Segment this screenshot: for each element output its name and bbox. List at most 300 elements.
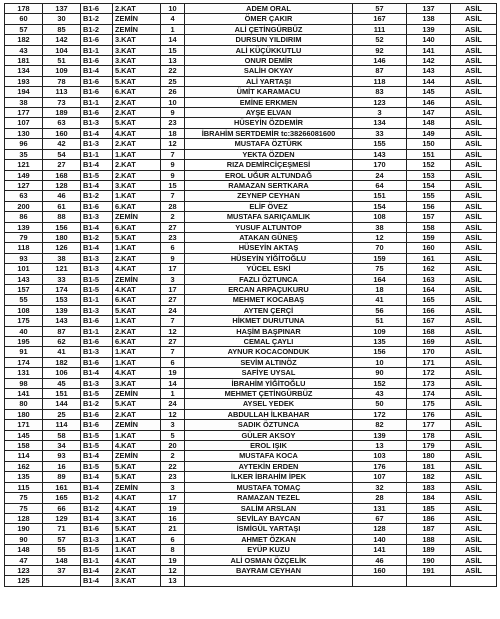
cell-sequence-no: 134 (5, 66, 43, 76)
table-row (5, 430, 497, 440)
cell-apartment-no: 16 (161, 513, 185, 523)
cell-row-no: 177 (407, 420, 451, 430)
cell-row-no: 166 (407, 305, 451, 315)
table-row (5, 545, 497, 555)
cell-row-no: 187 (407, 524, 451, 534)
cell-lot-no: 50 (353, 399, 407, 409)
cell-floor: ZEMİN (113, 420, 161, 430)
cell-owner-name: RAMAZAN SERTKARA (185, 180, 353, 190)
cell-status: ASİL (451, 451, 497, 461)
cell-status: ASİL (451, 264, 497, 274)
cell-lot-no: 64 (353, 180, 407, 190)
cell-status: ASİL (451, 35, 497, 45)
cell-sequence-no: 131 (5, 368, 43, 378)
table-row (5, 513, 497, 523)
cell-apartment-no: 1 (161, 24, 185, 34)
cell-floor: ZEMİN (113, 389, 161, 399)
cell-apartment-no: 6 (161, 534, 185, 544)
cell-owner-name: YUSUF ALTUNTOP (185, 222, 353, 232)
cell-floor: 5.KAT (113, 472, 161, 482)
table-row (5, 97, 497, 107)
cell-row-no: 167 (407, 316, 451, 326)
cell-row-no: 161 (407, 253, 451, 263)
cell-unit-code: 41 (43, 347, 81, 357)
cell-floor: 4.KAT (113, 284, 161, 294)
cell-apartment-no: 12 (161, 326, 185, 336)
roster-table (4, 3, 497, 587)
cell-sequence-no: 57 (5, 24, 43, 34)
cell-owner-name: MUSTAFA KOCA (185, 451, 353, 461)
cell-owner-name: ALİ YARTAŞI (185, 76, 353, 86)
cell-owner-name: ÜMİT KARAMACU (185, 87, 353, 97)
cell-unit-code (43, 576, 81, 586)
cell-status: ASİL (451, 461, 497, 471)
cell-owner-name: DURSUN YILDIRIM (185, 35, 353, 45)
cell-apartment-no: 27 (161, 222, 185, 232)
cell-sequence-no: 55 (5, 295, 43, 305)
cell-owner-name: ZEYNEP CEYHAN (185, 191, 353, 201)
table-row (5, 128, 497, 138)
cell-block: B1-5 (81, 284, 113, 294)
cell-block: B1-5 (81, 430, 113, 440)
table-row (5, 118, 497, 128)
cell-unit-code: 143 (43, 316, 81, 326)
table-row (5, 389, 497, 399)
cell-unit-code: 153 (43, 295, 81, 305)
cell-row-no: 172 (407, 368, 451, 378)
table-row (5, 14, 497, 24)
cell-owner-name: ALİ OSMAN ÖZÇELİK (185, 555, 353, 565)
cell-owner-name: AYŞE ELVAN (185, 108, 353, 118)
cell-row-no: 139 (407, 24, 451, 34)
cell-row-no: 157 (407, 212, 451, 222)
cell-lot-no: 92 (353, 45, 407, 55)
cell-floor: 5.KAT (113, 118, 161, 128)
cell-lot-no: 170 (353, 160, 407, 170)
cell-row-no (407, 576, 451, 586)
cell-block: B1-3 (81, 253, 113, 263)
cell-owner-name: HÜSEYİN YİĞİTOĞLU (185, 253, 353, 263)
cell-block: B1-2 (81, 503, 113, 513)
cell-owner-name: HİKMET DURUTUNA (185, 316, 353, 326)
cell-lot-no: 154 (353, 201, 407, 211)
cell-lot-no: 13 (353, 441, 407, 451)
cell-status: ASİL (451, 357, 497, 367)
cell-unit-code: 42 (43, 139, 81, 149)
cell-unit-code: 161 (43, 482, 81, 492)
table-row (5, 441, 497, 451)
cell-block: B1-4 (81, 243, 113, 253)
cell-unit-code: 113 (43, 87, 81, 97)
cell-lot-no: 131 (353, 503, 407, 513)
cell-owner-name: ADEM ORAL (185, 4, 353, 14)
cell-sequence-no: 38 (5, 97, 43, 107)
cell-sequence-no: 141 (5, 389, 43, 399)
cell-block: B1-2 (81, 191, 113, 201)
cell-row-no: 152 (407, 160, 451, 170)
cell-owner-name: SALİM ARSLAN (185, 503, 353, 513)
cell-owner-name: EMİNE ERKMEN (185, 97, 353, 107)
cell-apartment-no: 6 (161, 357, 185, 367)
cell-lot-no: 141 (353, 545, 407, 555)
cell-status: ASİL (451, 295, 497, 305)
cell-lot-no: 151 (353, 191, 407, 201)
cell-row-no: 154 (407, 180, 451, 190)
cell-block: B1-1 (81, 97, 113, 107)
cell-row-no: 171 (407, 357, 451, 367)
cell-owner-name: AYTEN ÇERÇİ (185, 305, 353, 315)
cell-block: B1-3 (81, 534, 113, 544)
cell-status: ASİL (451, 160, 497, 170)
cell-sequence-no: 181 (5, 56, 43, 66)
cell-floor: 2.KAT (113, 97, 161, 107)
cell-status: ASİL (451, 326, 497, 336)
cell-row-no: 162 (407, 264, 451, 274)
cell-sequence-no: 80 (5, 399, 43, 409)
cell-unit-code: 38 (43, 253, 81, 263)
cell-row-no: 185 (407, 503, 451, 513)
cell-sequence-no: 121 (5, 160, 43, 170)
cell-unit-code: 54 (43, 149, 81, 159)
cell-block: B1-4 (81, 222, 113, 232)
cell-sequence-no: 40 (5, 326, 43, 336)
cell-block: B1-6 (81, 108, 113, 118)
cell-row-no: 145 (407, 87, 451, 97)
cell-floor: 1.KAT (113, 545, 161, 555)
cell-status: ASİL (451, 389, 497, 399)
cell-apartment-no: 1 (161, 389, 185, 399)
cell-status: ASİL (451, 274, 497, 284)
cell-floor: ZEMİN (113, 212, 161, 222)
cell-row-no: 184 (407, 493, 451, 503)
cell-row-no: 169 (407, 337, 451, 347)
cell-sequence-no: 143 (5, 274, 43, 284)
cell-sequence-no: 178 (5, 4, 43, 14)
cell-owner-name: AYSEL YEDEK (185, 399, 353, 409)
cell-row-no: 182 (407, 472, 451, 482)
cell-apartment-no: 14 (161, 378, 185, 388)
cell-apartment-no: 21 (161, 524, 185, 534)
cell-status: ASİL (451, 118, 497, 128)
cell-status: ASİL (451, 472, 497, 482)
cell-status: ASİL (451, 441, 497, 451)
table-row (5, 420, 497, 430)
cell-floor: 3.KAT (113, 513, 161, 523)
cell-lot-no: 33 (353, 128, 407, 138)
cell-block: B1-5 (81, 461, 113, 471)
cell-unit-code: 137 (43, 4, 81, 14)
cell-floor: 3.KAT (113, 180, 161, 190)
cell-unit-code: 34 (43, 441, 81, 451)
table-row (5, 4, 497, 14)
cell-lot-no: 75 (353, 264, 407, 274)
cell-block: B1-2 (81, 232, 113, 242)
table-row (5, 565, 497, 575)
cell-status: ASİL (451, 305, 497, 315)
cell-row-no: 155 (407, 191, 451, 201)
cell-apartment-no: 25 (161, 76, 185, 86)
cell-sequence-no: 35 (5, 149, 43, 159)
cell-floor: 5.KAT (113, 524, 161, 534)
cell-unit-code: 114 (43, 420, 81, 430)
cell-status: ASİL (451, 45, 497, 55)
cell-block: B1-6 (81, 316, 113, 326)
cell-apartment-no: 23 (161, 232, 185, 242)
cell-apartment-no: 9 (161, 160, 185, 170)
cell-row-no: 181 (407, 461, 451, 471)
cell-unit-code: 144 (43, 399, 81, 409)
cell-status: ASİL (451, 430, 497, 440)
table-row (5, 399, 497, 409)
cell-floor: 4.KAT (113, 264, 161, 274)
cell-floor: ZEMİN (113, 451, 161, 461)
cell-apartment-no: 3 (161, 482, 185, 492)
cell-owner-name: ONUR DEMİR (185, 56, 353, 66)
cell-sequence-no: 60 (5, 14, 43, 24)
cell-apartment-no: 9 (161, 253, 185, 263)
cell-block: B1-3 (81, 118, 113, 128)
cell-floor: 1.KAT (113, 347, 161, 357)
cell-lot-no: 103 (353, 451, 407, 461)
cell-owner-name: BAYRAM CEYHAN (185, 565, 353, 575)
cell-block: B1-5 (81, 545, 113, 555)
cell-lot-no: 82 (353, 420, 407, 430)
cell-unit-code: 128 (43, 180, 81, 190)
cell-unit-code: 189 (43, 108, 81, 118)
cell-unit-code: 78 (43, 76, 81, 86)
cell-floor: 1.KAT (113, 243, 161, 253)
cell-lot-no: 111 (353, 24, 407, 34)
cell-lot-no: 43 (353, 389, 407, 399)
cell-sequence-no: 180 (5, 409, 43, 419)
cell-block: B1-4 (81, 160, 113, 170)
cell-sequence-no: 93 (5, 253, 43, 263)
cell-status: ASİL (451, 482, 497, 492)
cell-sequence-no: 123 (5, 565, 43, 575)
table-row (5, 66, 497, 76)
cell-block: B1-3 (81, 347, 113, 357)
cell-floor: 6.KAT (113, 337, 161, 347)
cell-lot-no: 139 (353, 430, 407, 440)
table-row (5, 201, 497, 211)
cell-block: B1-3 (81, 139, 113, 149)
cell-block: B1-5 (81, 389, 113, 399)
cell-status: ASİL (451, 253, 497, 263)
cell-lot-no: 10 (353, 357, 407, 367)
cell-apartment-no: 19 (161, 555, 185, 565)
cell-floor: 5.KAT (113, 305, 161, 315)
cell-block: B1-4 (81, 565, 113, 575)
cell-unit-code: 151 (43, 389, 81, 399)
cell-lot-no: 134 (353, 118, 407, 128)
cell-sequence-no: 162 (5, 461, 43, 471)
cell-floor: 3.KAT (113, 576, 161, 586)
cell-sequence-no: 107 (5, 118, 43, 128)
cell-lot-no: 67 (353, 513, 407, 523)
cell-block: B1-5 (81, 441, 113, 451)
cell-apartment-no: 2 (161, 451, 185, 461)
cell-status: ASİL (451, 513, 497, 523)
cell-unit-code: 126 (43, 243, 81, 253)
cell-apartment-no: 3 (161, 274, 185, 284)
cell-status: ASİL (451, 66, 497, 76)
cell-apartment-no: 23 (161, 118, 185, 128)
cell-sequence-no: 174 (5, 357, 43, 367)
cell-floor: 3.KAT (113, 45, 161, 55)
cell-floor: 1.KAT (113, 191, 161, 201)
cell-floor: 1.KAT (113, 357, 161, 367)
cell-status: ASİL (451, 232, 497, 242)
cell-row-no: 179 (407, 441, 451, 451)
cell-block: B1-2 (81, 14, 113, 24)
table-row (5, 191, 497, 201)
table-row (5, 534, 497, 544)
cell-apartment-no: 12 (161, 565, 185, 575)
cell-status: ASİL (451, 4, 497, 14)
cell-apartment-no: 17 (161, 493, 185, 503)
table-row (5, 482, 497, 492)
cell-owner-name: YÜCEL ESKİ (185, 264, 353, 274)
cell-block: B1-1 (81, 295, 113, 305)
cell-block: B1-4 (81, 451, 113, 461)
cell-row-no: 163 (407, 274, 451, 284)
cell-status: ASİL (451, 76, 497, 86)
cell-lot-no: 51 (353, 316, 407, 326)
cell-apartment-no: 13 (161, 56, 185, 66)
cell-status: ASİL (451, 128, 497, 138)
cell-owner-name: SEVİM ALTINÖZ (185, 357, 353, 367)
cell-apartment-no: 10 (161, 4, 185, 14)
cell-owner-name: SADIK ÖZTUNCA (185, 420, 353, 430)
cell-sequence-no: 194 (5, 87, 43, 97)
cell-status: ASİL (451, 524, 497, 534)
cell-sequence-no: 182 (5, 35, 43, 45)
cell-unit-code: 148 (43, 555, 81, 565)
cell-status: ASİL (451, 545, 497, 555)
cell-unit-code: 30 (43, 14, 81, 24)
table-row (5, 378, 497, 388)
cell-apartment-no: 17 (161, 284, 185, 294)
cell-owner-name: MUSTAFA SARIÇAMLIK (185, 212, 353, 222)
cell-sequence-no: 63 (5, 191, 43, 201)
cell-sequence-no: 127 (5, 180, 43, 190)
cell-lot-no: 128 (353, 524, 407, 534)
cell-apartment-no: 6 (161, 243, 185, 253)
cell-lot-no: 24 (353, 170, 407, 180)
cell-floor: ZEMİN (113, 14, 161, 24)
cell-owner-name: İBRAHİM SERTDEMİR tc:38266081600 (185, 128, 353, 138)
table-row (5, 409, 497, 419)
cell-lot-no: 12 (353, 232, 407, 242)
cell-sequence-no: 157 (5, 284, 43, 294)
cell-status: ASİL (451, 191, 497, 201)
cell-status: ASİL (451, 24, 497, 34)
cell-owner-name: MEHMET ÇETİNGÜRBÜZ (185, 389, 353, 399)
table-row (5, 305, 497, 315)
cell-block: B1-4 (81, 482, 113, 492)
cell-row-no: 188 (407, 534, 451, 544)
cell-block: B1-6 (81, 87, 113, 97)
cell-status: ASİL (451, 87, 497, 97)
table-row (5, 264, 497, 274)
table-row (5, 243, 497, 253)
cell-sequence-no: 130 (5, 128, 43, 138)
cell-lot-no: 28 (353, 493, 407, 503)
cell-block: B1-3 (81, 305, 113, 315)
cell-floor: 2.KAT (113, 409, 161, 419)
cell-floor: 4.KAT (113, 493, 161, 503)
cell-sequence-no: 108 (5, 305, 43, 315)
cell-row-no: 175 (407, 399, 451, 409)
cell-apartment-no: 27 (161, 337, 185, 347)
cell-apartment-no: 7 (161, 149, 185, 159)
cell-row-no: 153 (407, 170, 451, 180)
cell-row-no: 149 (407, 128, 451, 138)
cell-status: ASİL (451, 347, 497, 357)
cell-unit-code: 57 (43, 534, 81, 544)
cell-row-no: 156 (407, 201, 451, 211)
cell-unit-code: 89 (43, 472, 81, 482)
cell-unit-code: 129 (43, 513, 81, 523)
cell-status: ASİL (451, 368, 497, 378)
cell-row-no: 173 (407, 378, 451, 388)
cell-sequence-no: 90 (5, 534, 43, 544)
cell-block: B1-4 (81, 472, 113, 482)
cell-sequence-no: 101 (5, 264, 43, 274)
cell-apartment-no: 24 (161, 399, 185, 409)
cell-owner-name: İBRAHİM YİĞİTOĞLU (185, 378, 353, 388)
cell-apartment-no: 3 (161, 420, 185, 430)
cell-owner-name: MUSTAFA ÖZTÜRK (185, 139, 353, 149)
cell-owner-name: RAMAZAN TEZEL (185, 493, 353, 503)
cell-lot-no (353, 576, 407, 586)
cell-owner-name: EROL UĞUR ALTUNDAĞ (185, 170, 353, 180)
cell-row-no: 138 (407, 14, 451, 24)
cell-apartment-no: 5 (161, 430, 185, 440)
cell-block: B1-2 (81, 24, 113, 34)
cell-row-no: 168 (407, 326, 451, 336)
cell-status: ASİL (451, 139, 497, 149)
cell-owner-name: SEVİLAY BAYCAN (185, 513, 353, 523)
cell-floor: 4.KAT (113, 441, 161, 451)
cell-owner-name: ALİ KÜÇÜKKUTLU (185, 45, 353, 55)
cell-row-no: 140 (407, 35, 451, 45)
cell-row-no: 142 (407, 56, 451, 66)
cell-floor: 2.KAT (113, 253, 161, 263)
cell-unit-code: 27 (43, 160, 81, 170)
cell-block: B1-5 (81, 274, 113, 284)
cell-floor: ZEMİN (113, 482, 161, 492)
cell-sequence-no: 125 (5, 576, 43, 586)
cell-block: B1-4 (81, 368, 113, 378)
cell-lot-no: 38 (353, 222, 407, 232)
table-row (5, 357, 497, 367)
cell-block: B1-1 (81, 45, 113, 55)
cell-owner-name: ALİ ÇETİNGÜRBÜZ (185, 24, 353, 34)
cell-sequence-no: 43 (5, 45, 43, 55)
cell-apartment-no: 20 (161, 441, 185, 451)
cell-lot-no: 118 (353, 76, 407, 86)
cell-block: B1-6 (81, 76, 113, 86)
table-row (5, 253, 497, 263)
cell-owner-name: EROL IŞIK (185, 441, 353, 451)
cell-unit-code: 165 (43, 493, 81, 503)
cell-block: B1-6 (81, 357, 113, 367)
cell-lot-no: 140 (353, 534, 407, 544)
cell-unit-code: 61 (43, 201, 81, 211)
cell-owner-name: ÖMER ÇAKIR (185, 14, 353, 24)
cell-sequence-no: 128 (5, 513, 43, 523)
